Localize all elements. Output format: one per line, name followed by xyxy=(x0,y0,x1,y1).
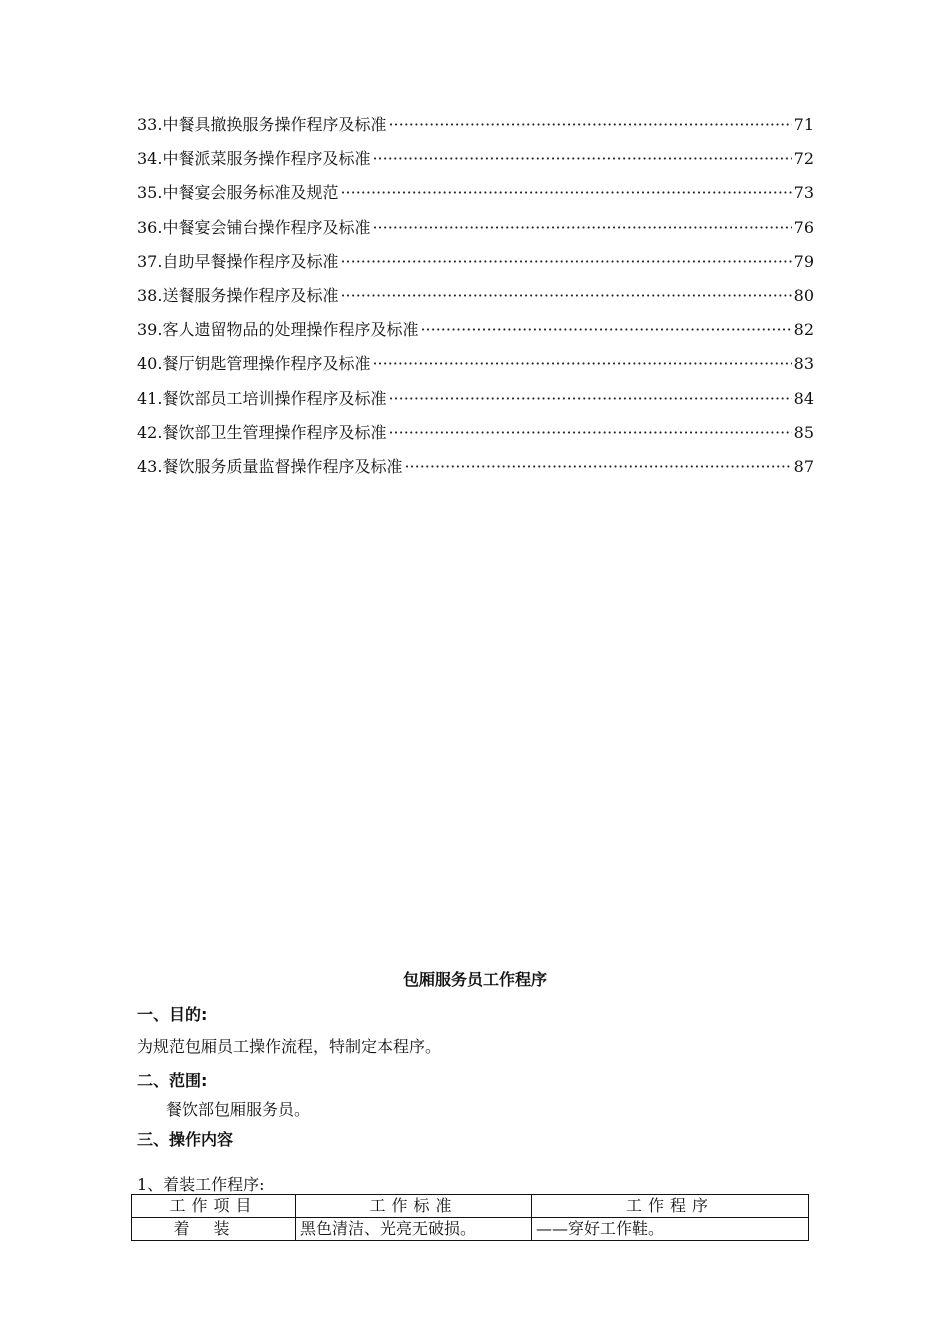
toc-leader-dots xyxy=(388,389,791,409)
toc-entry-page: 72 xyxy=(793,149,814,169)
toc-entry-title: 39.客人遗留物品的处理操作程序及标准 xyxy=(137,320,419,340)
toc-entry[interactable] xyxy=(137,149,814,183)
toc-entry[interactable] xyxy=(137,252,814,286)
toc-entry[interactable] xyxy=(137,183,814,217)
table-cell: 着装 xyxy=(132,1218,296,1241)
table-cell: 黑色清洁、光亮无破损。 xyxy=(296,1218,532,1241)
toc-entry-title: 34.中餐派菜服务操作程序及标准 xyxy=(137,149,371,169)
toc-entry-title: 35.中餐宴会服务标准及规范 xyxy=(137,183,339,203)
toc-entry-page: 83 xyxy=(793,354,814,374)
section-purpose-heading: 一、目的: xyxy=(137,1005,208,1024)
toc-entry-page: 73 xyxy=(793,183,814,203)
subsection-title: 1、着装工作程序: xyxy=(137,1175,265,1194)
toc-entry-title: 40.餐厅钥匙管理操作程序及标准 xyxy=(137,354,371,374)
document-title: 包厢服务员工作程序 xyxy=(402,970,547,989)
toc-entry[interactable] xyxy=(137,218,814,252)
toc-leader-dots xyxy=(340,286,791,306)
dress-procedure-table xyxy=(131,1194,809,1241)
toc-entry-title: 38.送餐服务操作程序及标准 xyxy=(137,285,339,305)
toc-leader-dots xyxy=(372,218,791,238)
toc-entry-page: 87 xyxy=(793,456,814,476)
toc-entry[interactable] xyxy=(137,423,814,457)
toc-entry[interactable] xyxy=(137,320,814,354)
toc-leader-dots xyxy=(420,320,791,340)
section-content-heading: 三、操作内容 xyxy=(137,1130,234,1149)
toc-entry[interactable] xyxy=(137,457,814,491)
toc-leader-dots xyxy=(372,354,791,374)
toc-entry[interactable] xyxy=(137,389,814,423)
section-purpose-text: 为规范包厢员工操作流程，特制定本程序。 xyxy=(137,1037,442,1056)
table-header-cell: 工作程序 xyxy=(532,1195,809,1218)
toc-entry[interactable] xyxy=(137,286,814,320)
toc-entry[interactable] xyxy=(137,115,814,149)
table-header-cell: 工作标准 xyxy=(296,1195,532,1218)
toc-entry-page: 71 xyxy=(793,115,814,134)
toc-leader-dots xyxy=(340,252,791,272)
table-of-contents xyxy=(137,115,814,491)
toc-entry-title: 41.餐饮部员工培训操作程序及标准 xyxy=(137,388,387,408)
toc-entry-title: 36.中餐宴会铺台操作程序及标准 xyxy=(137,217,371,237)
toc-leader-dots xyxy=(388,423,791,443)
section-scope-heading: 二、范围: xyxy=(137,1071,208,1090)
table-row xyxy=(132,1218,809,1241)
toc-leader-dots xyxy=(372,149,791,169)
toc-leader-dots xyxy=(388,115,791,135)
toc-entry-page: 79 xyxy=(793,251,814,271)
toc-entry-page: 85 xyxy=(793,422,814,442)
toc-entry-title: 43.餐饮服务质量监督操作程序及标准 xyxy=(137,456,403,476)
toc-entry-page: 80 xyxy=(793,285,814,305)
toc-leader-dots xyxy=(404,457,791,477)
toc-entry-title: 37.自助早餐操作程序及标准 xyxy=(137,251,339,271)
toc-entry-title: 33.中餐具撤换服务操作程序及标准 xyxy=(137,115,387,134)
toc-entry[interactable] xyxy=(137,354,814,388)
toc-entry-page: 76 xyxy=(793,217,814,237)
table-header-row xyxy=(132,1195,809,1218)
toc-leader-dots xyxy=(340,183,791,203)
toc-entry-page: 82 xyxy=(793,320,814,340)
section-scope-text: 餐饮部包厢服务员。 xyxy=(166,1100,311,1119)
toc-entry-page: 84 xyxy=(793,388,814,408)
toc-entry-title: 42.餐饮部卫生管理操作程序及标准 xyxy=(137,422,387,442)
table-header-cell: 工作项目 xyxy=(132,1195,296,1218)
table-cell: ——穿好工作鞋。 xyxy=(532,1218,809,1241)
